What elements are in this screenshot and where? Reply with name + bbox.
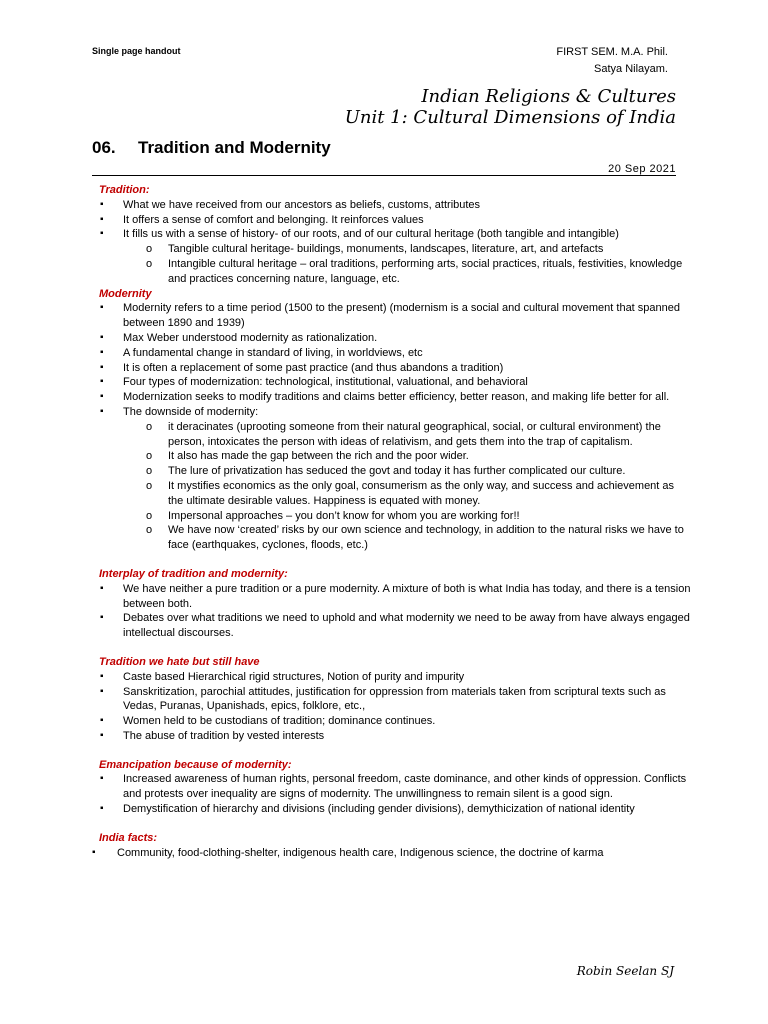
section-heading <box>92 138 331 158</box>
section-number: 06. <box>92 138 116 157</box>
tradition-we-hate-list <box>92 670 692 744</box>
heading-tradition-we-hate: Tradition we hate but still have <box>99 655 260 668</box>
interplay-list <box>92 582 692 641</box>
list-item: ▪ It offers a sense of comfort and belonging. It reinforces values <box>92 213 692 228</box>
course-title: Indian Religions & Cultures <box>421 86 676 107</box>
course-info <box>556 44 668 78</box>
tradition-list <box>92 198 692 287</box>
list-item: ▪ Four types of modernization: technological, institutional, valuational, and behavioral <box>92 375 692 390</box>
heading-modernity: Modernity <box>99 287 152 300</box>
list-item: ▪ We have neither a pure tradition or a pure modernity. A mixture of both is what India has today, and there is a tension between both. <box>92 582 692 612</box>
handout-body <box>92 183 692 860</box>
list-item: ▪ Modernity refers to a time period (1500 to the present) (modernism is a social and cultural movement that spanned between 1890 and 1939) <box>92 301 692 331</box>
list-item: ▪ Sanskritization, parochial attitudes, justification for oppression from materials taken from scriptural texts such as Vedas, Puranas, Upanishads, epics, folklore, etc., <box>92 685 692 715</box>
list-item: ▪ Increased awareness of human rights, personal freedom, caste dominance, and other kinds of oppression. Conflicts and protests over inequality are signs of modernity. The unwillingness to remain silent is a good sign. <box>92 772 692 802</box>
emancipation-list <box>92 772 692 816</box>
document-titles <box>345 86 676 128</box>
sub-list-item: o Impersonal approaches – you don’t know for whom you are working for!! <box>92 509 692 524</box>
unit-title: Unit 1: Cultural Dimensions of India <box>344 107 676 128</box>
list-item: ▪ The abuse of tradition by vested interests <box>92 729 692 744</box>
sub-list-item: o We have now ‘created’ risks by our own science and technology, in addition to the natural risks we have to face (earthquakes, cyclones, floods, etc.) <box>92 523 692 553</box>
sub-list-item: o Tangible cultural heritage- buildings, monuments, landscapes, literature, art, and artefacts <box>92 242 692 257</box>
list-item: ▪ It fills us with a sense of history- of our roots, and of our cultural heritage (both tangible and intangible) <box>92 227 692 242</box>
sub-list-item: o The lure of privatization has seduced the govt and today it has further complicated our culture. <box>92 464 692 479</box>
list-item: ▪ Community, food-clothing-shelter, indigenous health care, Indigenous science, the doctrine of karma <box>92 846 692 861</box>
list-item: ▪ What we have received from our ancestors as beliefs, customs, attributes <box>92 198 692 213</box>
list-item: ▪ Max Weber understood modernity as rationalization. <box>92 331 692 346</box>
heading-emancipation: Emancipation because of modernity: <box>99 758 292 771</box>
header-divider <box>92 175 676 176</box>
sub-list-item: o It also has made the gap between the rich and the poor wider. <box>92 449 692 464</box>
course-semester: FIRST SEM. M.A. Phil. <box>556 46 668 58</box>
sub-list-item: o Intangible cultural heritage – oral traditions, performing arts, social practices, rituals, festivities, knowledge and practices concerning nature, language, etc. <box>92 257 692 287</box>
heading-tradition: Tradition: <box>99 184 150 196</box>
list-item: ▪ Women held to be custodians of tradition; dominance continues. <box>92 714 692 729</box>
list-item: ▪ Demystification of hierarchy and divisions (including gender divisions), demythicization of national identity <box>92 802 692 817</box>
sub-list-item: o it deracinates (uprooting someone from their natural geographical, social, or cultural environment) the person, intoxicates the person with ideas of relativism, and gets them into the trap of capitalism. <box>92 420 692 450</box>
list-item: ▪ Caste based Hierarchical rigid structures, Notion of purity and impurity <box>92 670 692 685</box>
list-item: ▪ Modernization seeks to modify traditions and claims better efficiency, better reason, and making life better for all. <box>92 390 692 405</box>
list-item: ▪ A fundamental change in standard of living, in worldviews, etc <box>92 346 692 361</box>
india-facts-list <box>92 846 692 861</box>
sub-list-item: o It mystifies economics as the only goal, consumerism as the only way, and success and achievement as the ultimate desirable values. Happiness is equated with money. <box>92 479 692 509</box>
list-item: ▪ The downside of modernity: <box>92 405 692 420</box>
section-title: Tradition and Modernity <box>138 138 331 157</box>
author-signature: Robin Seelan SJ <box>576 964 674 978</box>
heading-interplay: Interplay of tradition and modernity: <box>99 567 288 580</box>
modernity-list <box>92 301 692 553</box>
institution-name: Satya Nilayam. <box>594 63 668 75</box>
heading-india-facts: India facts: <box>99 831 158 844</box>
handout-date: 20 Sep 2021 <box>608 163 676 175</box>
handout-label: Single page handout <box>92 46 181 56</box>
list-item: ▪ It is often a replacement of some past practice (and thus abandons a tradition) <box>92 361 692 376</box>
list-item: ▪ Debates over what traditions we need to uphold and what modernity we need to be away from have always engaged intellectual discourses. <box>92 611 692 641</box>
